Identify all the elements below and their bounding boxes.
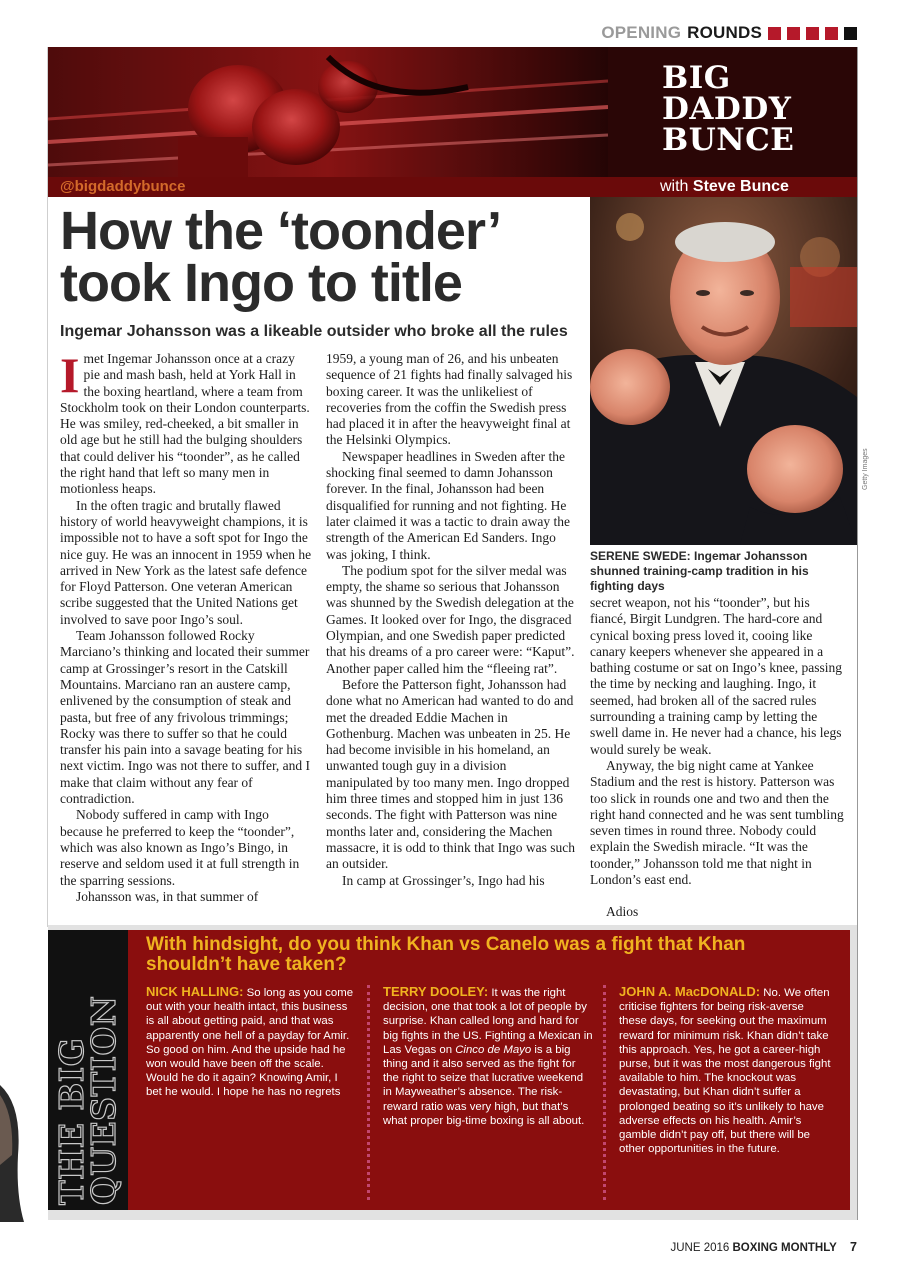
twitter-handle: @bigdaddybunce xyxy=(60,178,186,195)
boxer-portrait-image xyxy=(590,197,857,545)
answer-name: TERRY DOOLEY: xyxy=(383,984,489,999)
answer-text: is a big thing and it also served as the fight for the right to seize that lucrative weekend in Mayweather’s absence. The risk-reward ratio was very high, but that’s what proper big-time boxing is all about. xyxy=(383,1043,585,1127)
ingemar-johansson-photo xyxy=(590,197,857,545)
drop-cap: I xyxy=(60,347,80,403)
column-divider xyxy=(367,985,370,1200)
column-title-line: BIG xyxy=(662,60,731,96)
answer-name: JOHN A. MacDONALD: xyxy=(619,984,761,999)
section-square-icon xyxy=(825,27,838,40)
boxing-ring-image xyxy=(48,47,608,177)
article-paragraph: secret weapon, not his “toonder”, but his fiancé, Birgit Lundgren. The hard-core and cynical boxing press loved it, cooing like canary keepers whenever she appeared in a bathing costume or sat on Ingo’s knee, passing the time by necking and laughing. Ingo, it seemed, had broken all of the sacred rules surrounding a training camp by letting the swell dame in. He never had a chance, his legs would surely be weak. xyxy=(590,595,842,757)
footer-date: JUNE 2016 xyxy=(670,1242,730,1254)
answer-text: So long as you come out with your health intact, this business is all about getting paid, and that was apparently one hell of a payday for Amir. So good on him. And the upside had he won would have been off the scale. Would he do it again? Knowing Amir, I bet he would. I hope he has no regrets xyxy=(146,987,354,1099)
column-divider xyxy=(603,985,606,1200)
answer-name: NICK HALLING: xyxy=(146,984,244,999)
article-signoff: Adios xyxy=(606,904,639,920)
article-headline: How the ‘toonder’ took Ingo to title xyxy=(60,201,498,313)
section-square-icon xyxy=(844,27,857,40)
answer-terry-dooley xyxy=(383,985,593,1128)
article-column-3 xyxy=(590,595,845,921)
byline xyxy=(660,177,789,197)
article-paragraph: Newspaper headlines in Sweden after the shocking final seemed to damn Johansson forever. In the final, Johansson had been disqualified for running and not fighting. He later claimed it was a tactic to drain away the strength of the American Ed Sanders. Ingo was joking, I think. xyxy=(326,448,571,562)
article-deck: Ingemar Johansson was a likeable outsider who broke all the rules xyxy=(60,323,568,340)
article-paragraph: 1959, a young man of 26, and his unbeaten sequence of 21 fights had finally salvaged his boxing career. It was the unlikeliest of recoveries from the coffin the Swedish press had placed it in after the heavyweight final at the Helsinki Olympics. xyxy=(326,351,573,448)
big-question-label-line: QUESTION xyxy=(84,995,123,1205)
section-rounds: ROUNDS xyxy=(687,23,762,42)
answer-john-macdonald xyxy=(619,985,834,1156)
article-paragraph xyxy=(60,347,312,498)
section-opening: OPENING xyxy=(601,23,682,42)
answer-text: It was the right decision, one that took a lot of people by surprise. Khan called long and hard for big fights in the US. Fighting a Mexican in Las Vegas on xyxy=(383,987,593,1056)
big-question-label-line: THE BIG xyxy=(52,1037,91,1205)
boxer-edge-image xyxy=(0,1085,24,1222)
article-paragraph: In the often tragic and brutally flawed history of world heavyweight champions, it is impossible not to have a soft spot for Ingo the nice guy. He was an innocent in 1959 when he arrived in New York as the latest safe defence for Floyd Patterson. One veteran American scribe suggested that the United Nations get involved to save poor Ingo’s soul. xyxy=(60,497,312,627)
big-question-label xyxy=(52,935,123,1205)
section-square-icon xyxy=(768,27,781,40)
article-paragraph: In camp at Grossinger’s, Ingo had his xyxy=(342,872,545,888)
column-title xyxy=(662,60,852,158)
footer-magazine: BOXING MONTHLY xyxy=(732,1242,837,1254)
page-frame-right xyxy=(857,47,858,1220)
section-square-icon xyxy=(806,27,819,40)
article-paragraph: Nobody suffered in camp with Ingo because he preferred to keep the “toonder”, which was also known as Ingo’s Bingo, in reserve and seldom used it at full strength in the sparring sessions. xyxy=(60,807,300,888)
answer-text: No. We often criticise fighters for being risk-averse these days, for seeking out the maximum reward for minimum risk. Khan didn’t take this approach. Yes, he got a career-high purse, but it was the most dangerous fight available to him. The knockout was devastating, but Khan didn’t suffer a prolonged beating so it’s unlikely to have adverse effects on his health. Amir’s gamble didn’t pay off, but there will be other opportunities in the future. xyxy=(619,987,831,1156)
article-paragraph: Before the Patterson fight, Johansson had done what no American had wanted to do and met the dreaded Eddie Machen in Gothenburg. Machen was unbeaten in 25. He had become invisible in his homeland, an unwanted tough guy in a division manipulated by too many men. Ingo dropped him three times and stopped him in just 136 seconds. The fight with Patterson was nine months later and, considering the Machen massacre, it is odd to think that Ingo was such an outsider. xyxy=(326,676,575,872)
big-question-text: With hindsight, do you think Khan vs Canelo was a fight that Khan shouldn’t have taken? xyxy=(146,934,746,975)
column-title-line: DADDY xyxy=(662,91,792,127)
article-paragraph: Team Johansson followed Rocky Marciano’s thinking and located their summer camp at Grossinger’s resort in the Catskill Mountains. Marciano ran an austere camp, enlivened by the consumption of steak and pasta, but free of any frivolous trimmings; Rocky was there to suffer so that he could transfer his pain into a savage beating for his next victim. Ingo was not there to suffer, and I make that claim without any fear of contradiction. xyxy=(60,628,311,807)
article-column-1 xyxy=(60,347,312,905)
page-footer xyxy=(670,1240,857,1254)
article-paragraph: The podium spot for the silver medal was empty, the shame so serious that Johansson was shunned by the Swedish delegation at the Games. It looked over for Ingo, the disgraced Olympian, and one Swedish paper predicted that his dreams of a pro career were: “Kaput”. Another paper called him the “fleeing rat”. xyxy=(326,562,575,676)
article-column-2 xyxy=(326,351,576,889)
section-label xyxy=(601,22,857,44)
photo-caption: SERENE SWEDE: Ingemar Johansson shunned training-camp tradition in his fighting days xyxy=(590,549,809,593)
answer-nick-halling xyxy=(146,985,356,1100)
article-paragraph: Johansson was, in that summer of xyxy=(76,888,259,904)
byline-with: with xyxy=(660,178,689,195)
page-number: 7 xyxy=(850,1240,857,1254)
paragraph-text: met Ingemar Johansson once at a crazy pie and mash bash, held at York Hall in the boxing heartland, where a team from Stockholm took on their London counterparts. He was smiley, red-cheeked, a bit smaller in old age but he still had the bulging shoulders that could deliver his “toonder”, as he called the right hand that left so many men in motionless heaps. xyxy=(60,351,310,497)
byline-author: Steve Bunce xyxy=(692,178,789,195)
photo-credit: Getty Images xyxy=(862,448,869,490)
section-square-icon xyxy=(787,27,800,40)
answer-emphasis: Cinco de Mayo xyxy=(455,1043,532,1056)
article-paragraph: Anyway, the big night came at Yankee Stadium and the rest is history. Patterson was too slick in rounds one and two and then the right hand connected and he was sent tumbling seven times in round three. Nobody could explain the Swedish miracle. “It was the toonder,” Johansson told me that night in London’s east end. xyxy=(590,757,844,888)
column-title-line: BUNCE xyxy=(662,122,795,158)
column-banner xyxy=(48,47,857,177)
